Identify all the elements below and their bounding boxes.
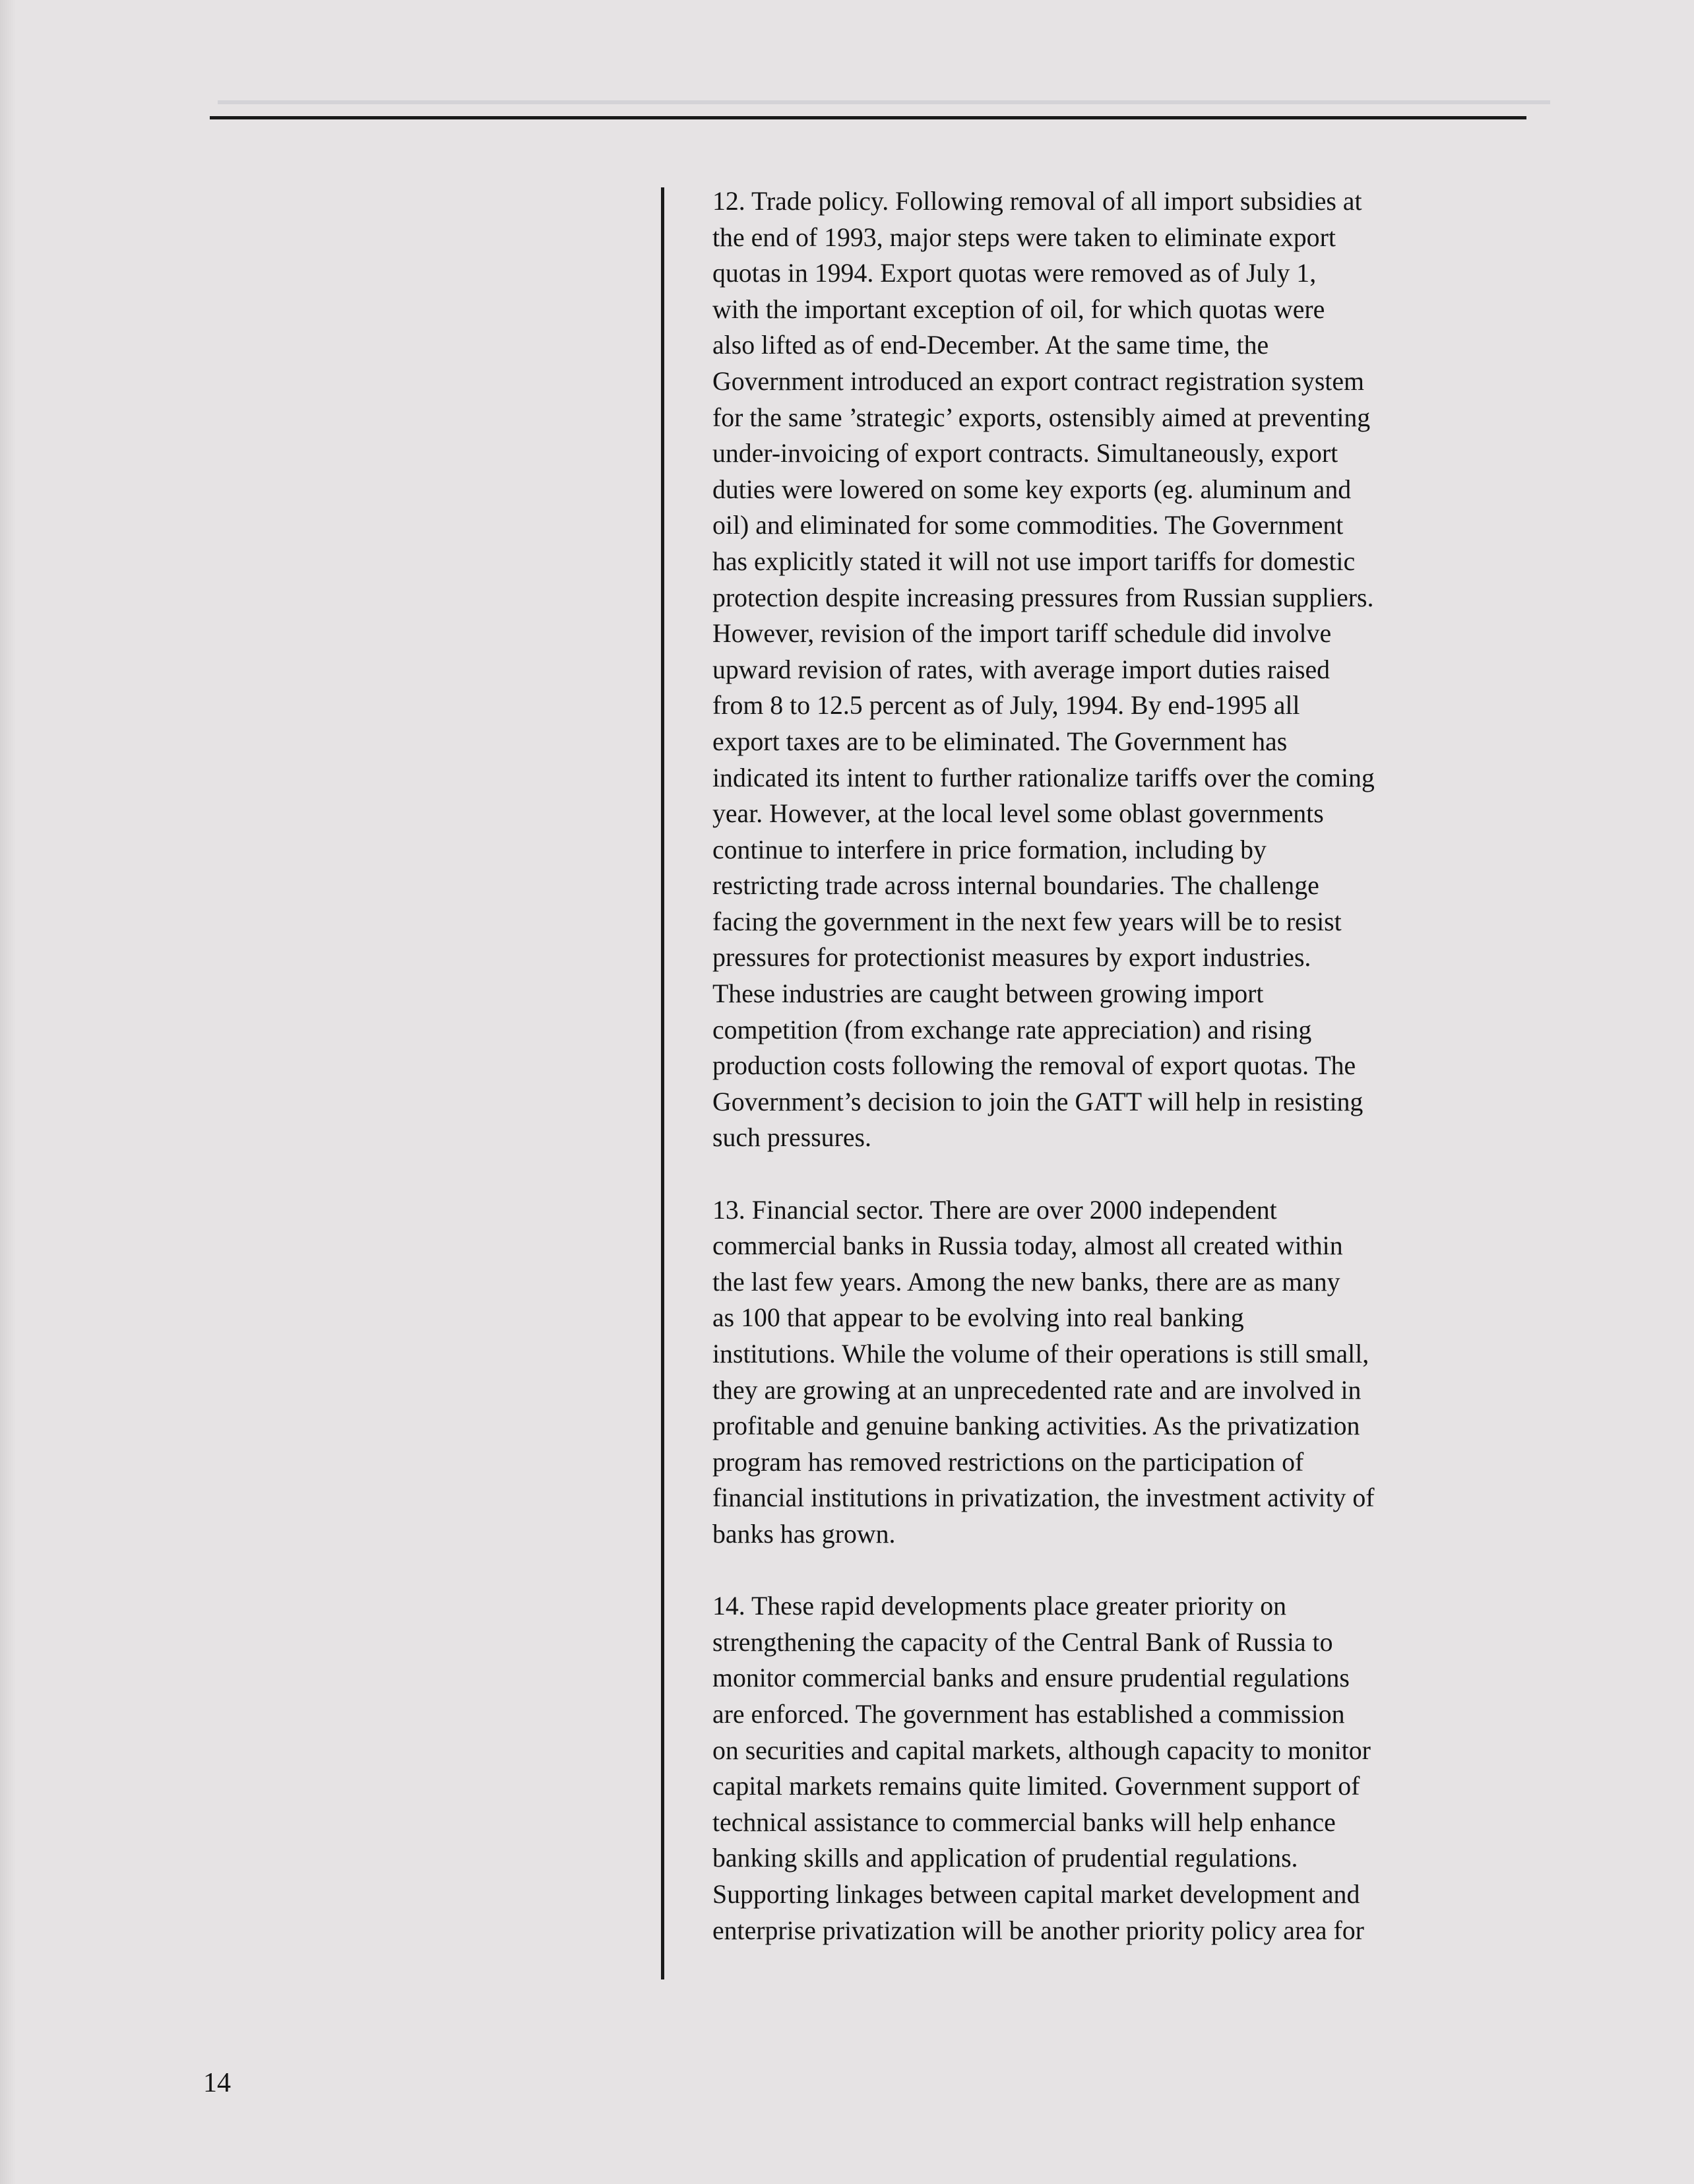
text-line: with the important exception of oil, for which quotas were [712, 294, 1325, 324]
text-line: indicated its intent to further rationalize tariffs over the coming [712, 763, 1375, 792]
text-line: also lifted as of end-December. At the same time, the [712, 331, 1269, 360]
text-line: year. However, at the local level some oblast governments [712, 799, 1324, 829]
text-line: under-invoicing of export contracts. Simultaneously, export [712, 439, 1338, 468]
text-line: 12. Trade policy. Following removal of all import subsidies at [712, 187, 1362, 216]
page-edge-shadow [0, 0, 16, 2184]
page-number: 14 [203, 2068, 231, 2098]
text-line: export taxes are to be eliminated. The Government has [712, 726, 1288, 756]
text-line: has explicitly stated it will not use import tariffs for domestic [712, 546, 1356, 576]
text-line: the last few years. Among the new banks, there are as many [712, 1267, 1340, 1297]
text-line: Supporting linkages between capital market development and [712, 1879, 1360, 1909]
text-line: continue to interfere in price formation, including by [712, 835, 1267, 864]
text-line: technical assistance to commercial banks will help enhance [712, 1807, 1336, 1837]
text-line: restricting trade across internal boundaries. The challenge [712, 871, 1319, 901]
text-line: from 8 to 12.5 percent as of July, 1994. By end-1995 all [712, 691, 1300, 721]
body-text-column [712, 183, 1530, 1985]
text-line: on securities and capital markets, although capacity to monitor [712, 1735, 1371, 1765]
paragraph-p14 [712, 1588, 1530, 1948]
bleed-through-rule [218, 100, 1550, 104]
text-line: protection despite increasing pressures from Russian suppliers. [712, 583, 1374, 612]
column-divider [661, 187, 664, 1979]
text-line: financial institutions in privatization, the investment activity of [712, 1483, 1375, 1513]
text-line: Government’s decision to join the GATT will help in resisting [712, 1087, 1364, 1116]
header-rule [210, 116, 1526, 119]
text-line: as 100 that appear to be evolving into real banking [712, 1303, 1244, 1333]
text-line: institutions. While the volume of their operations is still small, [712, 1339, 1369, 1368]
text-line: 13. Financial sector. There are over 2000 independent [712, 1195, 1277, 1225]
text-line: competition (from exchange rate appreciation) and rising [712, 1015, 1312, 1044]
text-line: quotas in 1994. Export quotas were removed as of July 1, [712, 259, 1317, 288]
text-line: Government introduced an export contract registration system [712, 366, 1364, 396]
text-line: commercial banks in Russia today, almost all created within [712, 1231, 1343, 1261]
text-line: strengthening the capacity of the Central Bank of Russia to [712, 1627, 1333, 1657]
text-line: production costs following the removal of export quotas. The [712, 1051, 1356, 1081]
text-line: duties were lowered on some key exports (eg. aluminum and [712, 474, 1352, 504]
text-line: pressures for protectionist measures by export industries. [712, 943, 1311, 973]
paragraph-p13 [712, 1192, 1530, 1553]
text-line: for the same ’strategic’ exports, ostensibly aimed at preventing [712, 402, 1371, 432]
text-line: profitable and genuine banking activities. As the privatization [712, 1411, 1360, 1441]
text-line: such pressures. [712, 1123, 871, 1153]
text-line: banks has grown. [712, 1519, 896, 1549]
text-line: oil) and eliminated for some commodities. The Government [712, 511, 1344, 540]
text-line: These industries are caught between growing import [712, 979, 1264, 1009]
text-line: monitor commercial banks and ensure prudential regulations [712, 1663, 1350, 1693]
text-line: upward revision of rates, with average import duties raised [712, 655, 1331, 684]
text-line: facing the government in the next few years will be to resist [712, 907, 1342, 936]
text-line: are enforced. The government has established a commission [712, 1699, 1345, 1729]
text-line: the end of 1993, major steps were taken to eliminate export [712, 222, 1336, 252]
text-line: 14. These rapid developments place greater priority on [712, 1591, 1287, 1621]
text-line: capital markets remains quite limited. Government support of [712, 1772, 1360, 1801]
text-line: banking skills and application of prudential regulations. [712, 1844, 1298, 1873]
text-line: they are growing at an unprecedented rate and are involved in [712, 1375, 1362, 1405]
paragraph-p12 [712, 183, 1530, 1156]
text-line: However, revision of the import tariff schedule did involve [712, 619, 1332, 649]
text-line: program has removed restrictions on the participation of [712, 1447, 1304, 1477]
text-line: enterprise privatization will be another priority policy area for [712, 1915, 1364, 1945]
